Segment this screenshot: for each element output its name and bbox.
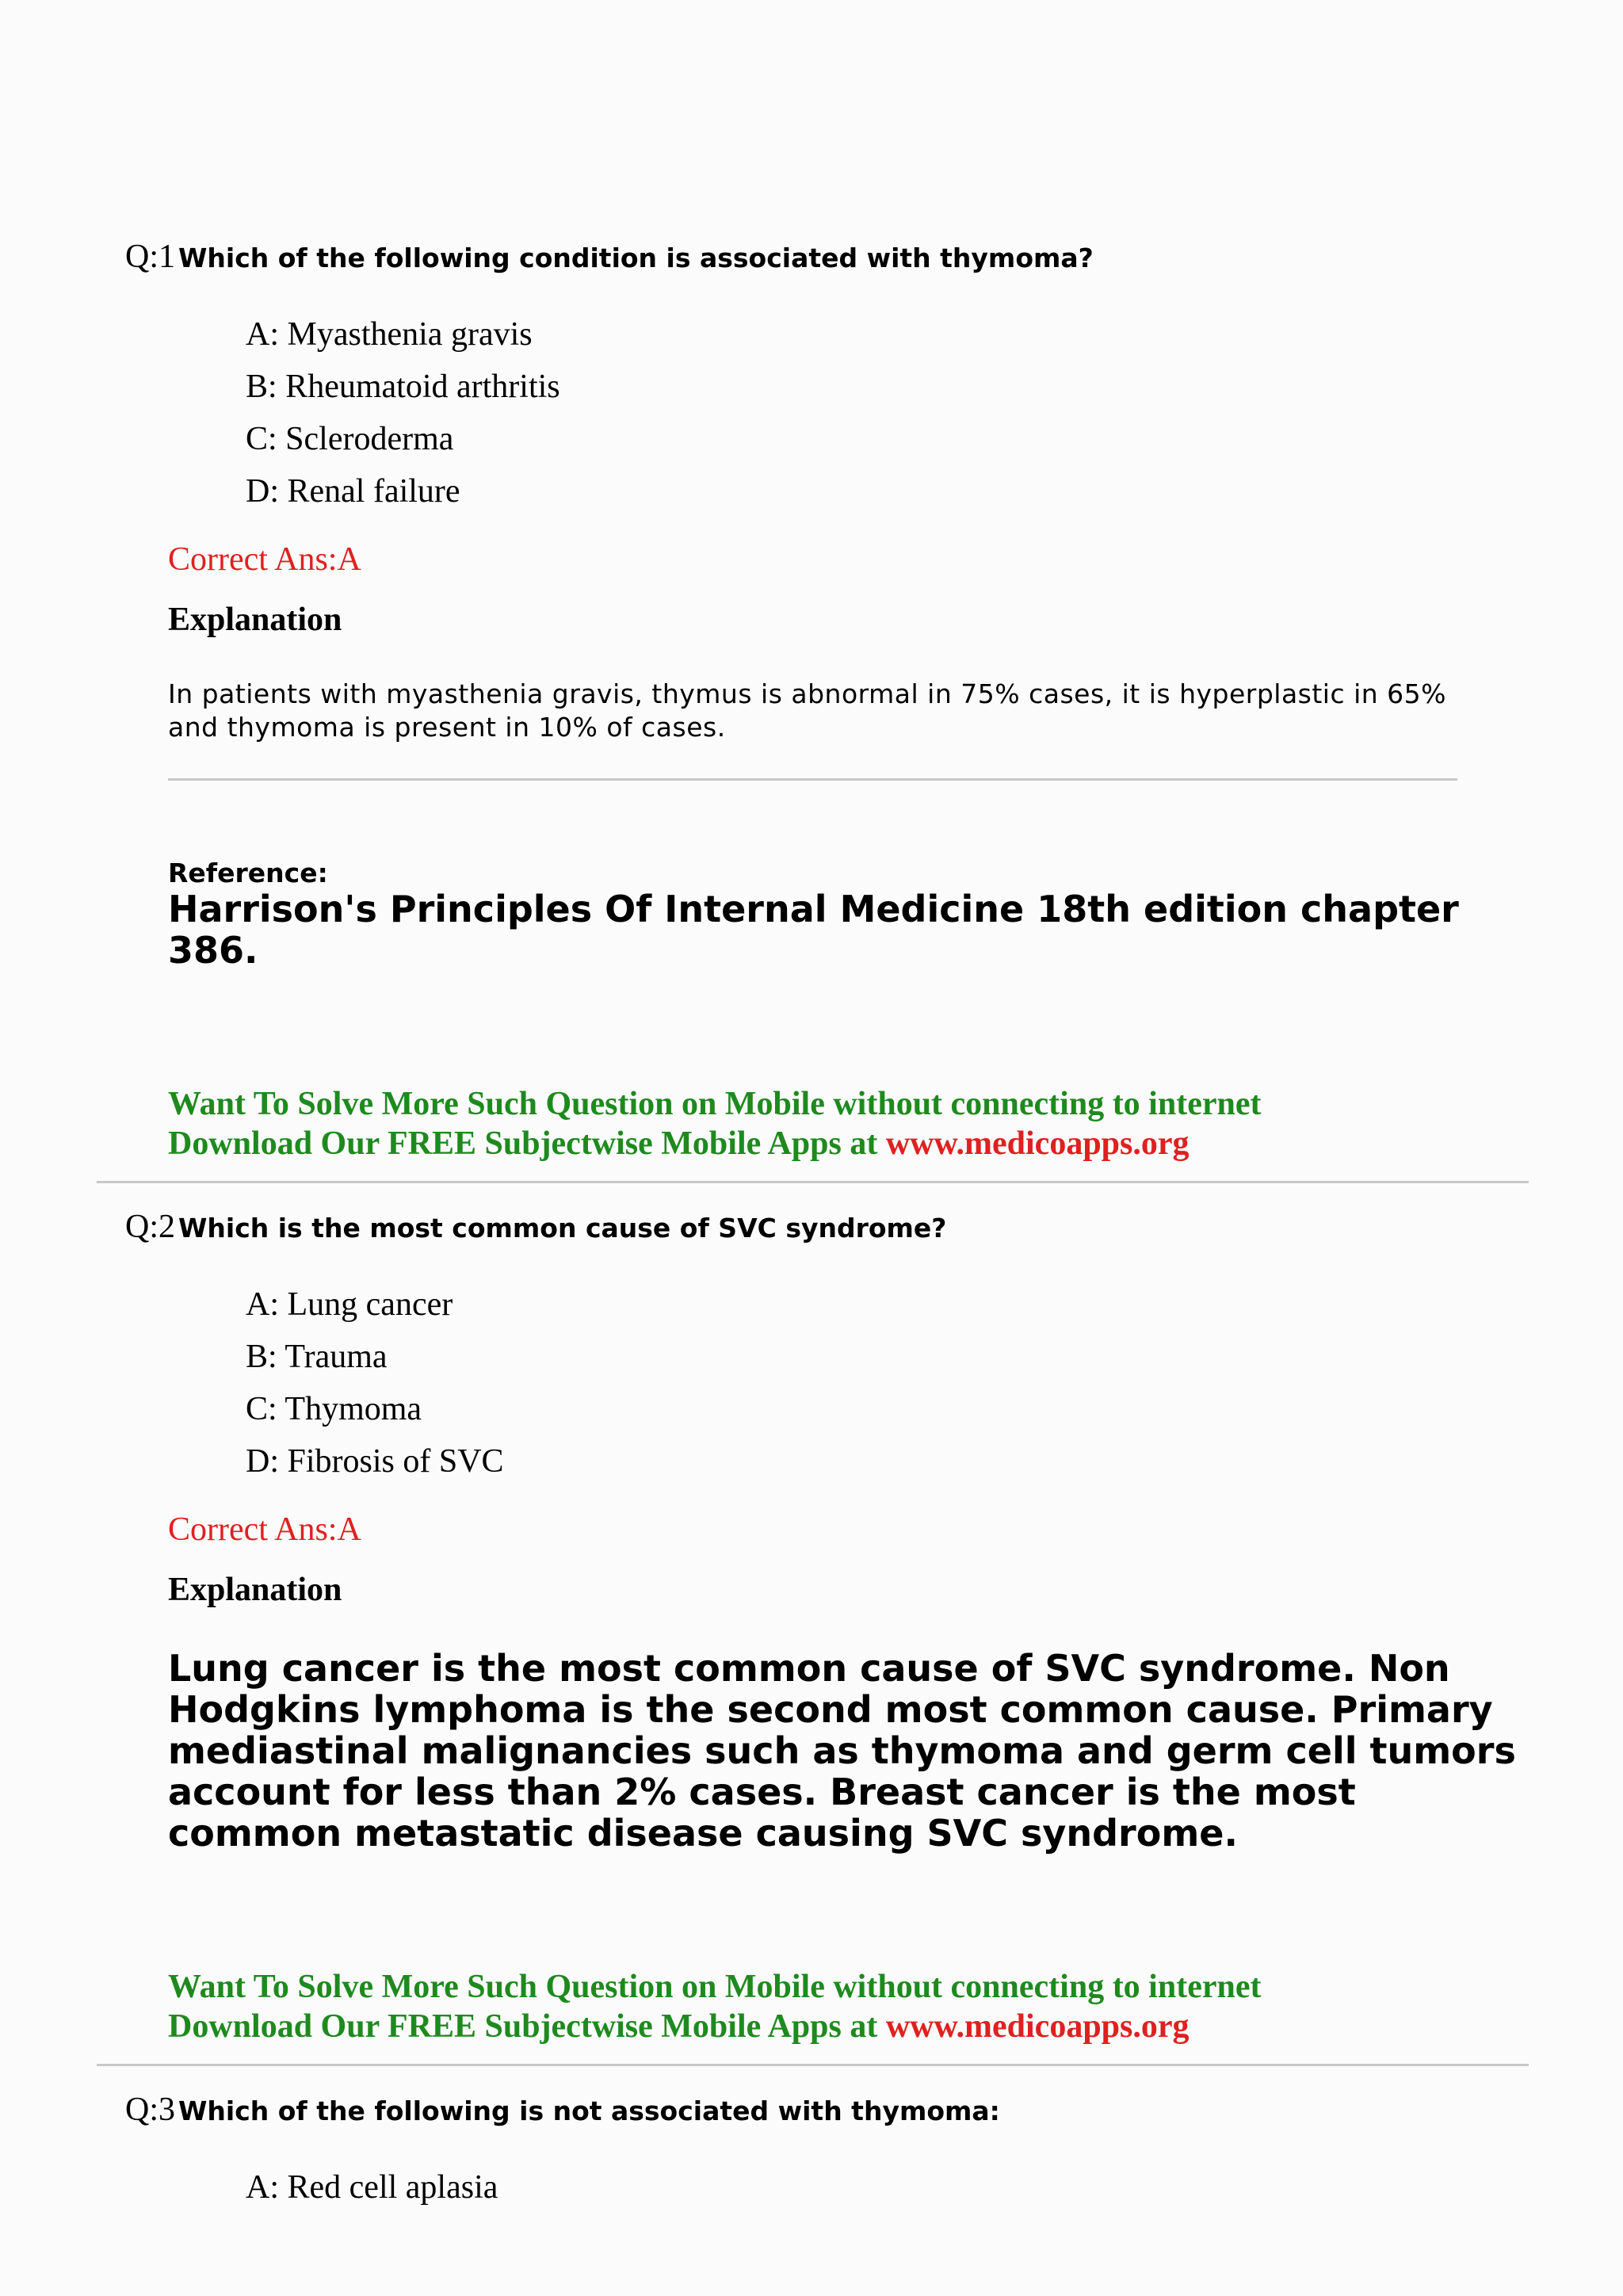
promo-line: Download Our FREE Subjectwise Mobile Apps at www.medicoapps.org xyxy=(168,2008,1190,2045)
explanation-heading: Explanation xyxy=(168,1572,342,1608)
promo-line: Want To Solve More Such Question on Mobile without connecting to internet xyxy=(168,1086,1262,1122)
promo-line: Want To Solve More Such Question on Mobile without connecting to internet xyxy=(168,1969,1262,2005)
explanation-line: common metastatic disease causing SVC syndrome. xyxy=(168,1812,1238,1855)
divider xyxy=(97,1181,1529,1183)
question-2-header xyxy=(125,1208,946,1246)
correct-answer: Correct Ans:A xyxy=(168,541,361,578)
reference-line: Harrison's Principles Of Internal Medicine 18th edition chapter xyxy=(168,888,1459,930)
option-a: A: Red cell aplasia xyxy=(246,2169,498,2206)
option-d: D: Renal failure xyxy=(246,473,460,510)
option-b: B: Rheumatoid arthritis xyxy=(246,369,560,405)
promo-link[interactable]: www.medicoapps.org xyxy=(885,1125,1190,1162)
correct-answer: Correct Ans:A xyxy=(168,1511,361,1548)
question-1-header xyxy=(125,238,1094,276)
promo-link[interactable]: www.medicoapps.org xyxy=(885,2008,1190,2045)
promo-block xyxy=(168,1084,1261,1163)
option-c: C: Thymoma xyxy=(246,1391,422,1427)
option-b: B: Trauma xyxy=(246,1339,388,1375)
question-text: Which of the following is not associated with thymoma: xyxy=(178,2095,1000,2126)
explanation-line: account for less than 2% cases. Breast cancer is the most xyxy=(168,1771,1356,1813)
question-3-header xyxy=(125,2091,1000,2129)
explanation-line: mediastinal malignancies such as thymoma and germ cell tumors xyxy=(168,1729,1516,1772)
reference-line: 386. xyxy=(168,929,258,972)
option-a: A: Lung cancer xyxy=(246,1286,453,1323)
option-c: C: Scleroderma xyxy=(246,421,454,457)
reference-label: Reference: xyxy=(168,858,328,888)
explanation-line: and thymoma is present in 10% of cases. xyxy=(168,712,726,743)
explanation-line: Lung cancer is the most common cause of SVC syndrome. Non xyxy=(168,1647,1450,1690)
option-d: D: Fibrosis of SVC xyxy=(246,1443,504,1480)
divider xyxy=(168,778,1457,781)
option-a: A: Myasthenia gravis xyxy=(246,316,533,353)
question-number: Q:3 xyxy=(125,2092,175,2128)
explanation-heading: Explanation xyxy=(168,602,342,638)
promo-line: Download Our FREE Subjectwise Mobile Apps at www.medicoapps.org xyxy=(168,1125,1190,1162)
divider xyxy=(97,2064,1529,2066)
explanation-line: Hodgkins lymphoma is the second most common cause. Primary xyxy=(168,1688,1493,1731)
question-number: Q:1 xyxy=(125,239,175,275)
question-number: Q:2 xyxy=(125,1209,175,1245)
question-text: Which is the most common cause of SVC syndrome? xyxy=(178,1213,947,1244)
promo-block xyxy=(168,1967,1261,2046)
question-text: Which of the following condition is associated with thymoma? xyxy=(178,243,1094,273)
explanation-line: In patients with myasthenia gravis, thymus is abnormal in 75% cases, it is hyperplastic in 65% xyxy=(168,678,1447,709)
